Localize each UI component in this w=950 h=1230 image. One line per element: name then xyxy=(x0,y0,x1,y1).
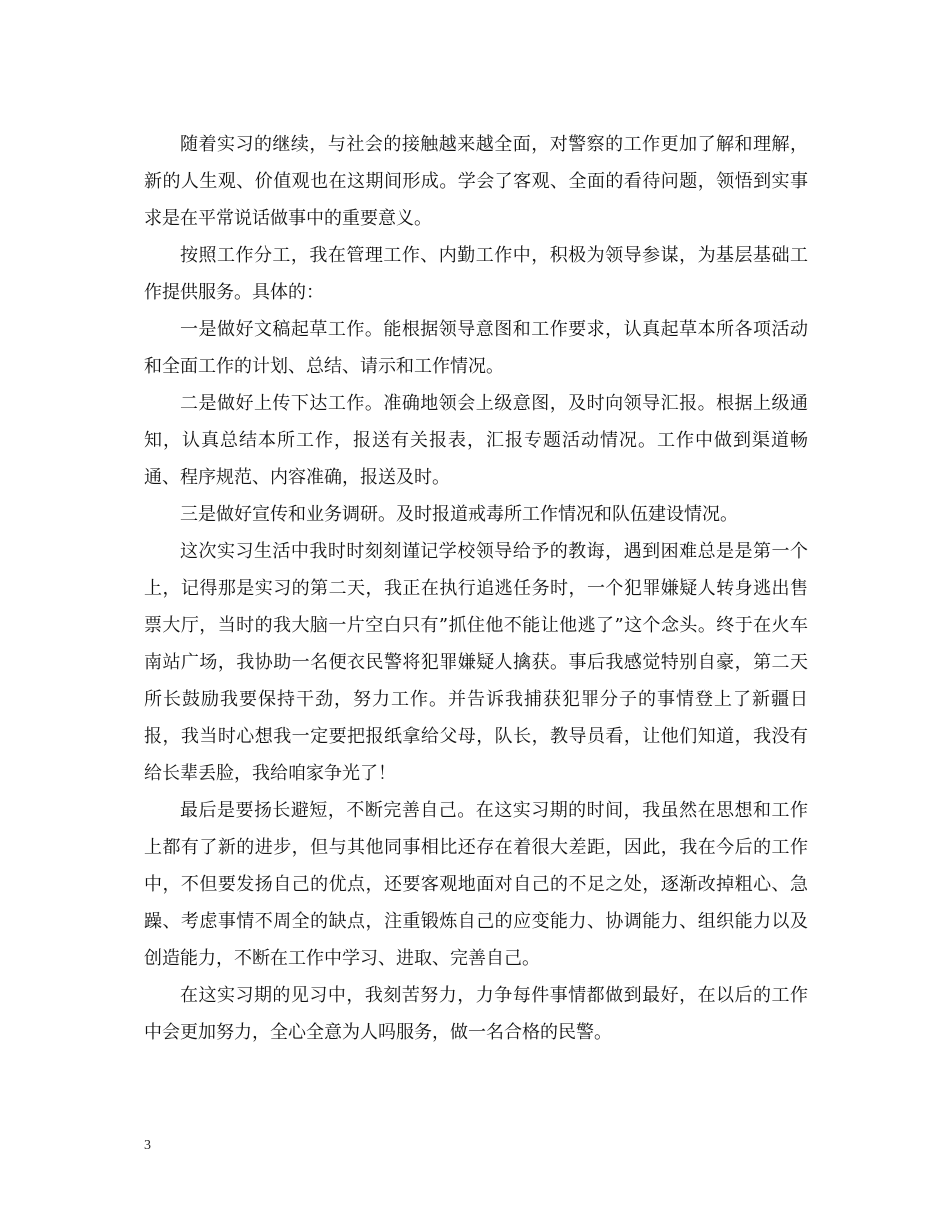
paragraph-3: 一是做好文稿起草工作。能根据领导意图和工作要求，认真起草本所各项活动和全面工作的计划、总结、请示和工作情况。 xyxy=(144,319,808,377)
paragraph-7: 最后是要扬长避短，不断完善自己。在这实习期的时间，我虽然在思想和工作上都有了新的进步，但与其他同事相比还存在着很大差距，因此，我在今后的工作中，不但要发扬自己的优点，还要客观地面对自己的不足之处，逐渐改掉粗心、急躁、考虑事情不周全的缺点，注重锻炼自己的应变能力、协调能力、组织能力以及创造能力，不断在工作中学习、进取、完善自己。 xyxy=(144,800,808,969)
paragraph-5: 三是做好宣传和业务调研。及时报道戒毒所工作情况和队伍建设情况。 xyxy=(180,504,738,525)
paragraph-4: 二是做好上传下达工作。准确地领会上级意图，及时向领导汇报。根据上级通知，认真总结本所工作，报送有关报表，汇报专题活动情况。工作中做到渠道畅通、程序规范、内容准确，报送及时。 xyxy=(144,393,808,488)
paragraph-1: 随着实习的继续，与社会的接触越来越全面，对警察的工作更加了解和理解，新的人生观、价值观也在这期间形成。学会了客观、全面的看待问题，领悟到实事求是在平常说话做事中的重要意义。 xyxy=(144,134,808,229)
page-number: 3 xyxy=(144,1138,151,1153)
paragraph-6: 这次实习生活中我时时刻刻谨记学校领导给予的教诲，遇到困难总是是第一个上，记得那是实习的第二天，我正在执行追逃任务时，一个犯罪嫌疑人转身逃出售票大厅，当时的我大脑一片空白只有”抓住他不能让他逃了”这个念头。终于在火车南站广场，我协助一名便衣民警将犯罪嫌疑人擒获。事后我感觉特别自豪，第二天所长鼓励我要保持干劲，努力工作。并告诉我捕获犯罪分子的事情登上了新疆日报，我当时心想我一定要把报纸拿给父母，队长，教导员看，让他们知道，我没有给长辈丢脸，我给咱家争光了！ xyxy=(144,541,808,784)
document-body xyxy=(144,126,808,1051)
paragraph-8: 在这实习期的见习中，我刻苦努力，力争每件事情都做到最好，在以后的工作中会更加努力，全心全意为人吗服务，做一名合格的民警。 xyxy=(144,985,808,1043)
paragraph-2: 按照工作分工，我在管理工作、内勤工作中，积极为领导参谋，为基层基础工作提供服务。具体的： xyxy=(144,245,808,303)
